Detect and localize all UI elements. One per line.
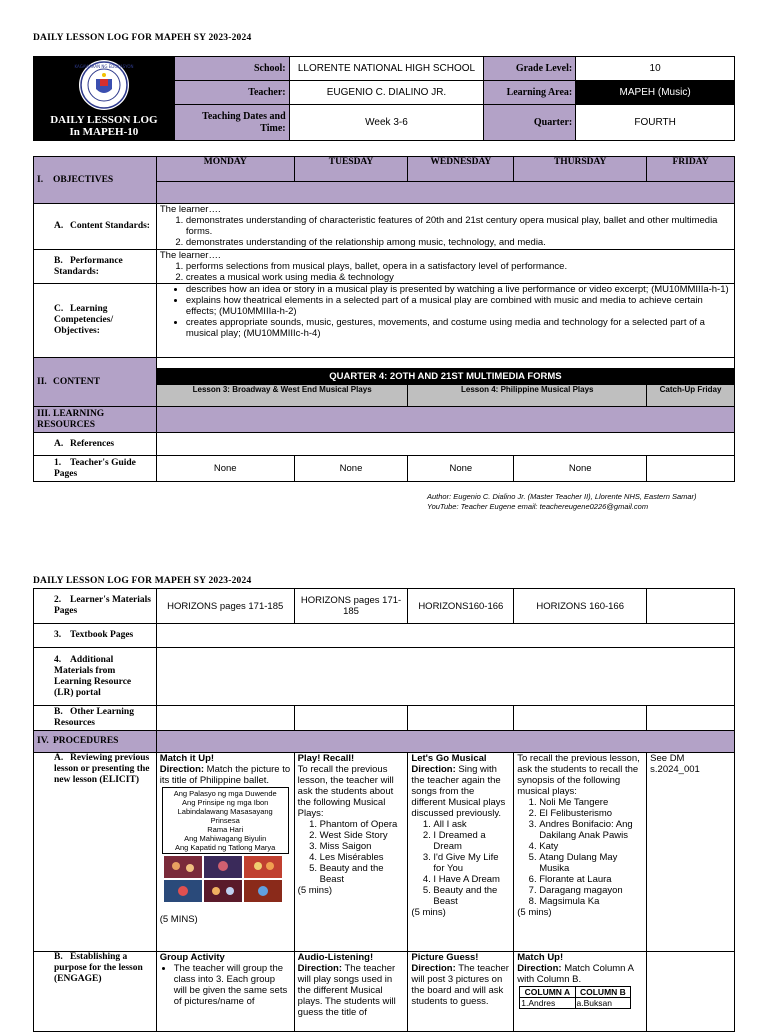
competencies-label: C. Learning Competencies/ Objectives: bbox=[34, 284, 157, 358]
ballet-photo-3-icon bbox=[244, 856, 282, 878]
tg-tuesday: None bbox=[294, 456, 408, 482]
performance-standards-text: The learner…. 1. performs selections from musical plays, ballet, opera in a satisfactory level of performance. 2. creates a musical work using media & technology bbox=[156, 250, 734, 284]
quarter-banner: QUARTER 4: 2OTH AND 21ST MULTIMEDIA FORMS bbox=[156, 369, 734, 385]
engage-monday: Group Activity • The teacher will group the class into 3. Each group will be given the same sets of pictures/name of bbox=[156, 952, 294, 1032]
ballet-photo-6-icon bbox=[244, 880, 282, 902]
textbook-label: 3. Textbook Pages bbox=[34, 624, 157, 648]
day-thursday: THURSDAY bbox=[514, 157, 647, 182]
elicit-friday: See DM s.2024_001 bbox=[647, 753, 735, 952]
references-spacer bbox=[156, 433, 734, 456]
ol-monday bbox=[156, 706, 294, 731]
lesson3-label: Lesson 3: Broadway & West End Musical Plays bbox=[156, 385, 408, 407]
page2-title: DAILY LESSON LOG FOR MAPEH SY 2023-2024 bbox=[33, 576, 252, 586]
tg-monday: None bbox=[156, 456, 294, 482]
author-note bbox=[427, 492, 697, 512]
lm-monday: HORIZONS pages 171-185 bbox=[156, 589, 294, 624]
quarter-label: Quarter: bbox=[484, 105, 576, 141]
procedures-heading: IV. PROCEDURES bbox=[34, 731, 157, 753]
lm-friday bbox=[647, 589, 735, 624]
teachers-guide-label: 1. Teacher's Guide Pages bbox=[34, 456, 157, 482]
quarter-value: FOURTH bbox=[576, 105, 735, 141]
area-value: MAPEH (Music) bbox=[576, 81, 735, 105]
grade-value: 10 bbox=[576, 57, 735, 81]
log-title-line2: In MAPEH-10 bbox=[69, 126, 139, 138]
objectives-spacer bbox=[156, 182, 734, 204]
teacher-label: Teacher: bbox=[174, 81, 289, 105]
learners-materials-label: 2. Learner's Materials Pages bbox=[34, 589, 157, 624]
lm-thursday: HORIZONS 160-166 bbox=[514, 589, 647, 624]
catchup-label: Catch-Up Friday bbox=[647, 385, 735, 407]
dates-label: Teaching Dates and Time: bbox=[174, 105, 289, 141]
header-table bbox=[33, 56, 735, 141]
lm-wednesday: HORIZONS160-166 bbox=[408, 589, 514, 624]
ballet-photo-4-icon bbox=[164, 880, 202, 902]
dates-value: Week 3-6 bbox=[289, 105, 484, 141]
other-resources-label: B. Other Learning Resources bbox=[34, 706, 157, 731]
engage-friday bbox=[647, 952, 735, 1032]
performance-standards-label: B. Performance Standards: bbox=[34, 250, 157, 284]
tg-thursday: None bbox=[514, 456, 647, 482]
content-heading: II. CONTENT bbox=[34, 358, 157, 407]
ol-thursday bbox=[514, 706, 647, 731]
lesson4-label: Lesson 4: Philippine Musical Plays bbox=[408, 385, 647, 407]
match-columns-table bbox=[519, 986, 631, 1009]
additional-materials-spacer bbox=[156, 648, 734, 706]
lm-tuesday: HORIZONS pages 171-185 bbox=[294, 589, 408, 624]
page-title: DAILY LESSON LOG FOR MAPEH SY 2023-2024 bbox=[33, 33, 252, 43]
day-tuesday: TUESDAY bbox=[294, 157, 408, 182]
area-label: Learning Area: bbox=[484, 81, 576, 105]
lesson-table-page2 bbox=[33, 588, 735, 1032]
day-monday: MONDAY bbox=[156, 157, 294, 182]
tg-wednesday: None bbox=[408, 456, 514, 482]
grade-label: Grade Level: bbox=[484, 57, 576, 81]
column-b-item: a.Buksan bbox=[575, 998, 631, 1009]
ballet-photo-5-icon bbox=[204, 880, 242, 902]
school-value: LLORENTE NATIONAL HIGH SCHOOL bbox=[289, 57, 484, 81]
ol-tuesday bbox=[294, 706, 408, 731]
engage-label: B. Establishing a purpose for the lesson (ENGAGE) bbox=[34, 952, 157, 1032]
elicit-monday: Match it Up! Direction: Match the picture to its title of Philippine ballet. Ang Palasyo ng mga Duwende Ang Prinsipe ng mga Ibon Labindalawang Masasayang Prinsesa Rama Hari Ang Mahiwagang Biyulin Ang Kapatid ng Tatlong Marya (5 MINS) bbox=[156, 753, 294, 952]
deped-logo-icon bbox=[74, 59, 134, 111]
day-wednesday: WEDNESDAY bbox=[408, 157, 514, 182]
textbook-spacer bbox=[156, 624, 734, 648]
content-standards-text: The learner…. 1. demonstrates understanding of characteristic features of 20th and 21st century opera musical play, ballet and other multimedia forms. 2. demonstrates understanding of the relationship among music, technology, and media. bbox=[156, 204, 734, 250]
author-line2: YouTube: Teacher Eugene email: teachereugene0226@gmail.com bbox=[427, 502, 649, 511]
resources-heading: III. LEARNING RESOURCES bbox=[34, 407, 157, 433]
competencies-text: • describes how an idea or story in a musical play is presented by watching a live performance or video excerpt; (MU10MMIIIa-h-1) • explains how theatrical elements in a selected part of a musical play are combined with music and media to achieve certain effects; (MU10MMIIIa-h-2) • creates appropriate sounds, music, gestures, movements, and costume using media and technology for a selected part of a musical play; (MU10MMIIIc-h-4) bbox=[156, 284, 734, 358]
objectives-heading: I. OBJECTIVES bbox=[34, 157, 157, 204]
column-a-header: COLUMN A bbox=[520, 987, 575, 998]
logo-text: KAGAWARAN NG EDUKASYON bbox=[74, 64, 134, 69]
ballet-pictures-row2 bbox=[164, 880, 287, 902]
author-line1: Author: Eugenio C. Dialino Jr. (Master Teacher II), Llorente NHS, Eastern Samar) bbox=[427, 492, 697, 501]
content-standards-label: A. Content Standards: bbox=[34, 204, 157, 250]
school-label: School: bbox=[174, 57, 289, 81]
content-spacer bbox=[156, 358, 734, 369]
additional-materials-label: 4. Additional Materials from Learning Resource (LR) portal bbox=[34, 648, 157, 706]
elicit-tuesday: Play! Recall! To recall the previous lesson, the teacher will ask the students about the following Musical Plays: 1. Phantom of Opera 2. West Side Story 3. Miss Saigon 4. Les Misérables 5. Beauty and the Beast (5 mins) bbox=[294, 753, 408, 952]
log-title-line1: DAILY LESSON LOG bbox=[50, 114, 158, 126]
elicit-wednesday: Let's Go Musical Direction: Sing with the teacher again the songs from the different Musical plays discussed previously. 1. All I ask 2. I Dreamed a Dream 3. I'd Give My Life for You 4. I Have A Dream 5. Beauty and the Beast (5 mins) bbox=[408, 753, 514, 952]
procedures-spacer bbox=[156, 731, 734, 753]
teacher-value: EUGENIO C. DIALINO JR. bbox=[289, 81, 484, 105]
lesson-table-page1 bbox=[33, 156, 735, 482]
resources-spacer bbox=[156, 407, 734, 433]
tg-friday bbox=[647, 456, 735, 482]
engage-wednesday: Picture Guess! Direction: The teacher will post 3 pictures on the board and will ask students to guess. bbox=[408, 952, 514, 1032]
references-label: A. References bbox=[34, 433, 157, 456]
ballet-photo-1-icon bbox=[164, 856, 202, 878]
ballet-photo-2-icon bbox=[204, 856, 242, 878]
log-title-block bbox=[34, 57, 175, 141]
ol-wednesday bbox=[408, 706, 514, 731]
elicit-thursday: To recall the previous lesson, ask the students to recall the synopsis of the following musical plays: 1. Noli Me Tangere 2. El Felibusterismo 3. Andres Bonifacio: Ang Dakilang Anak Pawis 4. Katy 5. Atang Dulang May Musika 6. Florante at Laura 7. Daragang magayon 8. Magsimula Ka (5 mins) bbox=[514, 753, 647, 952]
elicit-label: A. Reviewing previous lesson or presenting the new lesson (ELICIT) bbox=[34, 753, 157, 952]
engage-thursday: Match Up! Direction: Match Column A with Column B. COLUMN A COLUMN B 1.Andres a.Buksan bbox=[514, 952, 647, 1032]
column-b-header: COLUMN B bbox=[575, 987, 631, 998]
ballet-title-box: Ang Palasyo ng mga Duwende Ang Prinsipe ng mga Ibon Labindalawang Masasayang Prinsesa Rama Hari Ang Mahiwagang Biyulin Ang Kapatid ng Tatlong Marya bbox=[162, 787, 289, 854]
ol-friday bbox=[647, 706, 735, 731]
engage-tuesday: Audio-Listening! Direction: The teacher will play songs used in the different Musical plays. The students will guess the title of bbox=[294, 952, 408, 1032]
column-a-item: 1.Andres bbox=[520, 998, 575, 1009]
day-friday: FRIDAY bbox=[647, 157, 735, 182]
ballet-pictures bbox=[164, 856, 287, 878]
